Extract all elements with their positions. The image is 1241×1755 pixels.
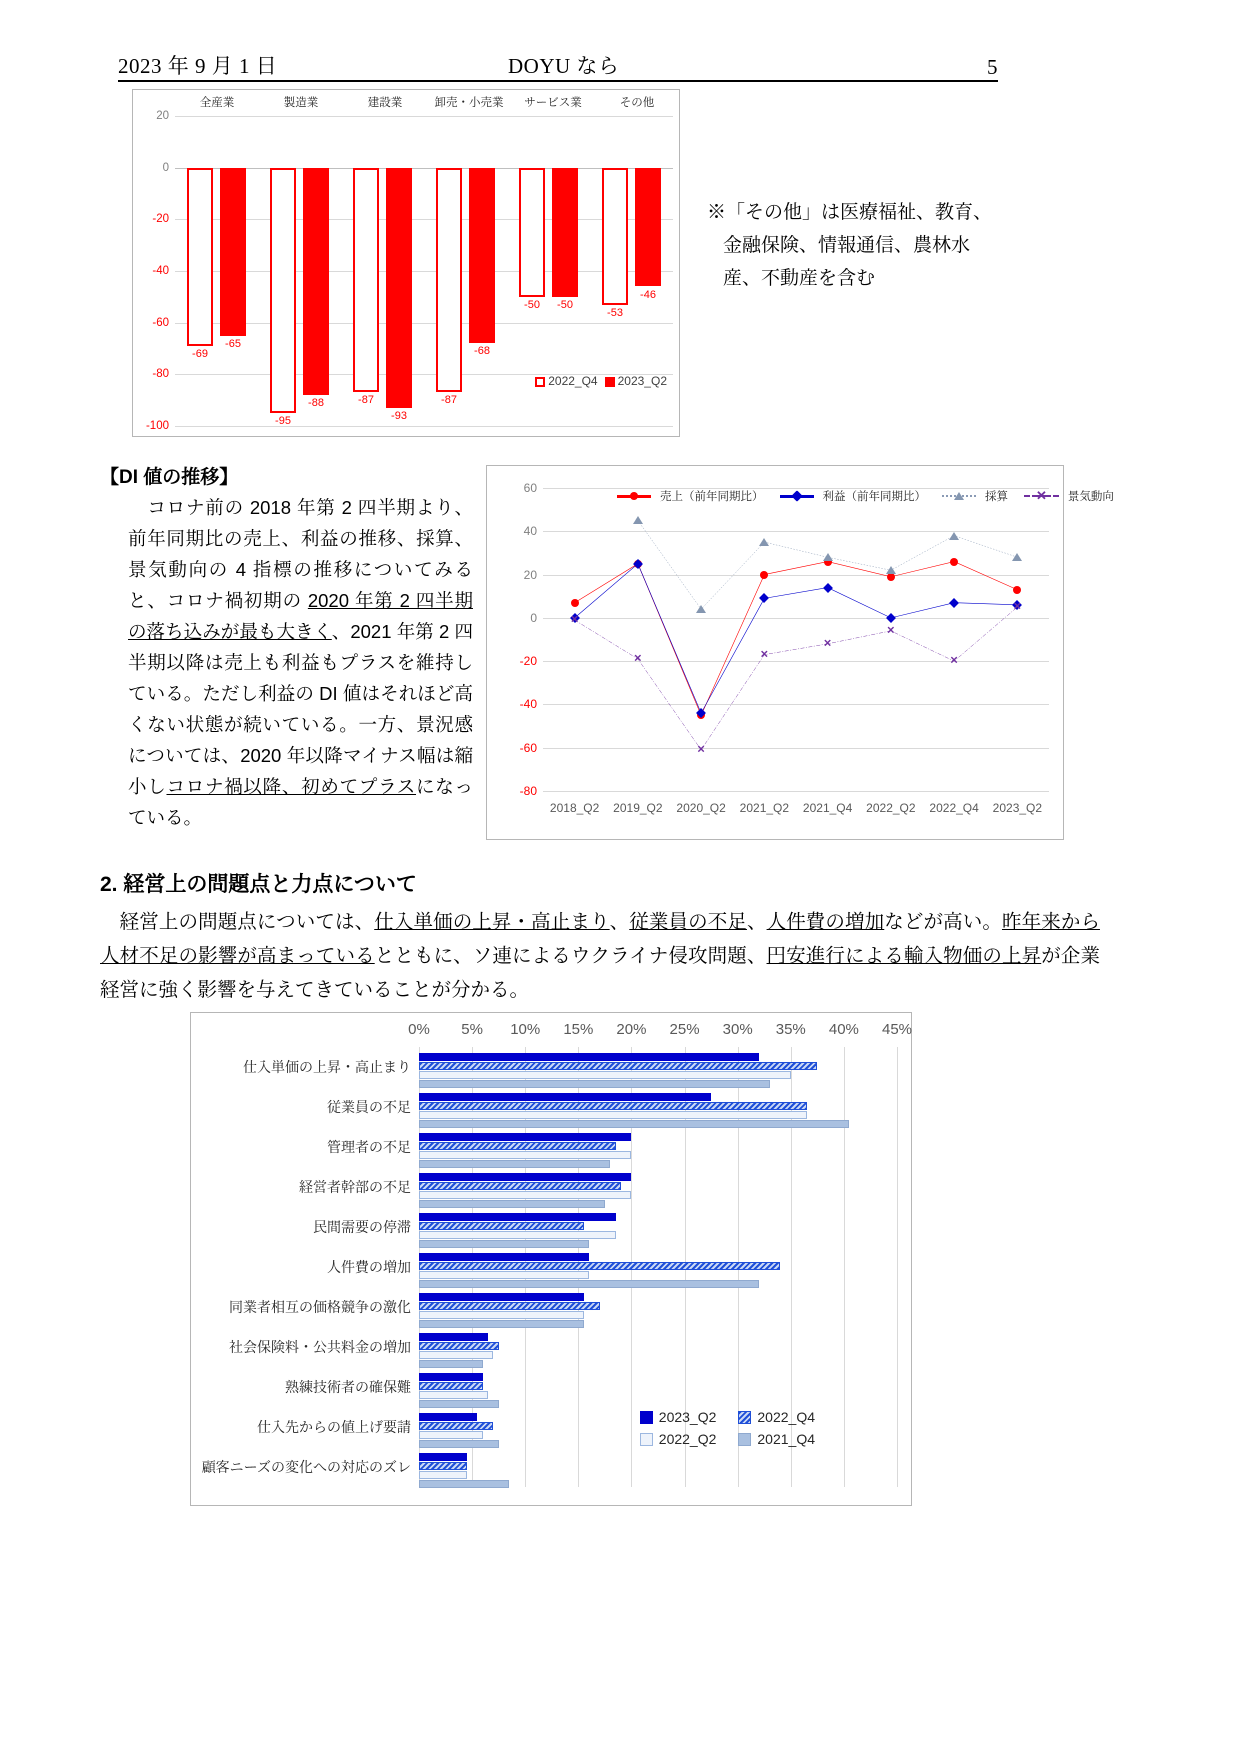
chart3-row-10 [201,1447,897,1487]
chart1-datalabel-2022_Q4-4: -50 [524,298,540,311]
chart2-legend-item-採算[interactable] [942,488,1008,504]
chart3-legend-label: 2022_Q2 [658,1431,717,1447]
chart1-datalabel-2023_Q2-4: -50 [557,298,573,311]
legend-swatch-icon [535,377,545,387]
chart3-category-label-8: 熟練技術者の確保難 [285,1379,411,1395]
chart1-datalabel-2022_Q4-5: -53 [607,306,623,319]
chart3-xtick-5: 5% [461,1021,483,1038]
chart1-bar-2022_Q4-0 [187,116,213,426]
chart3-bar-2022_Q4-0 [419,1062,817,1070]
chart2-ytick-0: 0 [530,610,537,625]
chart2-plot-area [543,488,1049,791]
chart3-bar-2022_Q2-3 [419,1191,631,1199]
chart1-legend-item-2023_Q2[interactable] [605,374,667,388]
chart1-bar-2022_Q4-2 [353,116,379,426]
chart3-bar-2023_Q2-2 [419,1133,631,1141]
chart3-legend-item-2022_Q4[interactable] [738,1409,815,1425]
chart3-category-label-5: 人件費の増加 [327,1259,411,1275]
chart2-ytick-60: 60 [523,481,537,495]
chart2-xtick-0: 2018_Q2 [549,801,600,815]
chart1-category-0: 全産業 [199,97,235,109]
chart3-row-0 [243,1047,897,1087]
chart1-ytick--100: -100 [145,420,169,432]
chart3-category-label-1: 従業員の不足 [327,1099,411,1115]
chart1-ytick--60: -60 [152,316,169,329]
chart2-x-axis-labels [543,801,1049,821]
chart3-bar-2022_Q2-10 [419,1471,467,1479]
chart1-datalabel-2022_Q4-0: -69 [192,347,208,360]
section2-heading: 2. 経営上の問題点と力点について [100,873,417,896]
chart2-legend-label: 売上（前年同期比） [660,491,764,503]
chart3-bar-2023_Q2-5 [419,1253,589,1261]
chart1-bar-2022_Q4-1 [270,116,296,426]
chart3-legend-label: 2023_Q2 [658,1409,717,1425]
chart2-marker-採算-5 [886,566,896,574]
chart2-series-layer [543,488,1049,791]
chart3-xtick-30: 30% [722,1021,753,1038]
chart1-bar-2023_Q2-1 [303,116,329,426]
page-header [118,44,998,82]
chart3-bar-2022_Q4-1 [419,1102,807,1110]
chart1-group-0 [175,116,258,426]
chart3-row-2 [327,1127,897,1167]
chart3-legend-item-2022_Q2[interactable] [640,1431,717,1447]
chart2-legend-label: 利益（前年同期比） [822,491,926,503]
chart1-legend [535,374,667,388]
chart2-y-axis [487,481,541,798]
di-trend-line-chart [486,465,1114,840]
chart1-datalabel-2022_Q4-3: -87 [441,394,457,407]
chart1-bar-2022_Q4-3 [436,116,462,426]
chart3-bar-2022_Q4-10 [419,1462,467,1470]
di-section-heading: 【DI 値の推移】 [100,467,239,488]
chart3-bar-2022_Q4-2 [419,1142,616,1150]
chart3-bar-2023_Q2-4 [419,1213,616,1221]
note-line-2: 金融保険、情報通信、農林水 [723,235,971,256]
chart3-bar-2022_Q4-6 [419,1302,600,1310]
chart3-xtick-15: 15% [563,1021,594,1038]
other-category-note [707,196,1007,295]
chart1-category-5: その他 [619,97,655,109]
chart1-group-3 [424,116,507,426]
chart2-marker-採算-3 [759,538,769,546]
chart2-xtick-2: 2020_Q2 [676,801,726,815]
chart2-gridline--80 [543,791,1049,792]
chart2-marker-景気動向-2: ✕ [696,744,706,756]
chart3-bar-2023_Q2-7 [419,1333,488,1341]
chart3-legend-label: 2021_Q4 [757,1431,815,1447]
chart2-marker-景気動向-3: ✕ [760,649,769,661]
chart2-marker-採算-6 [949,532,959,540]
industry-di-bar-chart [132,89,680,437]
chart2-legend [617,488,1114,504]
chart3-category-label-3: 経営者幹部の不足 [299,1179,411,1195]
chart3-bar-2022_Q2-6 [419,1311,584,1319]
chart3-bar-2022_Q2-2 [419,1151,631,1159]
chart1-gridline--100 [175,426,673,427]
di-section-paragraph: コロナ前の 2018 年第 2 四半期より、前年同期比の売上、利益の推移、採算、景気動向の 4 指標の推移についてみると、コロナ禍初期の 2020 年第 2 四半期の落ち込みが最も大きく、2021 年第 2 四半期以降は売上も利益もプラスを維持している。ただし利益の DI 値はそれほど高くない状態が続いている。一方、景況感については、2020 年以降マイナス幅は縮小しコロナ禍以降、初めてプラスになっている。 [128,497,473,828]
chart2-marker-売上（前年同期比）-7 [1013,586,1021,594]
chart3-row-4 [313,1207,897,1247]
chart3-category-label-10: 顧客ニーズの変化への対応のズレ [201,1459,411,1475]
chart1-legend-label: 2023_Q2 [617,374,667,388]
chart3-gridline-45 [897,1047,898,1487]
header-title: DOYU なら [508,54,620,78]
chart3-xtick-0: 0% [408,1021,430,1038]
chart3-category-label-0: 仕入単価の上昇・高止まり [243,1059,411,1075]
chart2-marker-景気動向-7: ✕ [1013,601,1022,613]
chart2-marker-景気動向-5: ✕ [886,625,896,637]
chart3-category-label-7: 社会保険料・公共料金の増加 [229,1339,411,1355]
chart2-marker-景気動向-1: ✕ [633,653,643,665]
chart3-bar-2023_Q2-1 [419,1093,711,1101]
chart3-bar-2022_Q4-4 [419,1222,584,1230]
chart3-bar-2022_Q2-9 [419,1431,483,1439]
chart1-ytick--40: -40 [152,265,169,277]
chart3-bar-2023_Q2-9 [419,1413,477,1421]
chart2-xtick-6: 2022_Q4 [929,801,979,815]
chart2-xtick-7: 2023_Q2 [992,801,1043,815]
chart3-bar-2022_Q2-0 [419,1071,791,1079]
chart3-xtick-45: 45% [881,1021,913,1038]
chart3-bar-2022_Q4-9 [419,1422,493,1430]
legend-diamond-icon [791,490,802,501]
chart2-ytick--80: -80 [519,784,537,798]
chart3-category-label-4: 民間需要の停滞 [313,1219,411,1235]
chart2-ytick-40: 40 [523,524,537,539]
chart3-legend-item-2021_Q4[interactable] [738,1431,815,1447]
legend-swatch-icon [640,1433,653,1446]
chart1-datalabel-2022_Q4-1: -95 [275,415,291,428]
chart3-bar-2023_Q2-3 [419,1173,631,1181]
chart2-xtick-1: 2019_Q2 [613,801,663,815]
chart3-bar-2022_Q2-1 [419,1111,807,1119]
chart2-xtick-5: 2022_Q2 [866,801,916,815]
chart3-legend [640,1409,815,1447]
chart3-bar-2023_Q2-0 [419,1053,759,1061]
chart3-bar-2022_Q2-4 [419,1231,616,1239]
chart2-legend-label: 採算 [985,491,1008,503]
chart3-category-label-2: 管理者の不足 [327,1139,411,1155]
chart2-marker-景気動向-4: ✕ [823,638,832,650]
chart1-ytick--80: -80 [152,368,169,381]
chart2-ytick--60: -60 [519,740,537,755]
chart1-datalabel-2023_Q2-1: -88 [308,397,324,409]
chart1-datalabel-2022_Q4-2: -87 [358,394,374,407]
chart2-marker-売上（前年同期比）-0 [571,599,579,607]
chart2-marker-景気動向-6: ✕ [949,655,959,667]
legend-swatch-icon [605,377,615,387]
chart3-bar-2023_Q2-10 [419,1453,467,1461]
legend-swatch-icon [738,1433,751,1446]
chart2-xtick-4: 2021_Q4 [802,801,853,815]
chart3-xtick-10: 10% [510,1021,541,1038]
chart3-row-6 [229,1287,897,1327]
chart3-bar-2023_Q2-6 [419,1293,584,1301]
chart1-ytick--20: -20 [152,213,169,226]
chart2-ytick--40: -40 [519,697,537,712]
chart2-line-利益（前年同期比） [575,564,1018,713]
chart3-category-label-6: 同業者相互の価格競争の激化 [229,1299,411,1315]
chart3-legend-label: 2022_Q4 [757,1409,815,1425]
chart2-marker-売上（前年同期比）-6 [950,558,958,566]
chart3-bar-2022_Q4-3 [419,1182,621,1190]
chart3-bar-2021_Q4-10 [419,1480,509,1488]
chart3-row-7 [229,1327,897,1367]
chart2-ytick--20: -20 [519,654,537,669]
chart3-row-8 [285,1367,897,1407]
chart3-xtick-40: 40% [828,1021,859,1038]
page-number: 5 [987,55,998,79]
chart2-legend-item-売上（前年同期比）[interactable] [617,488,764,504]
chart3-xtick-20: 20% [616,1021,647,1038]
chart2-marker-採算-2 [696,605,706,613]
chart3-xtick-35: 35% [775,1021,806,1038]
chart1-group-1 [258,116,341,426]
chart3-row-5 [327,1247,897,1287]
chart1-y-axis [133,110,175,432]
chart2-legend-item-景気動向[interactable] [1024,488,1114,504]
chart1-datalabel-2023_Q2-0: -65 [225,337,241,350]
chart3-row-1 [327,1087,897,1127]
chart3-row-3 [299,1167,897,1207]
chart1-legend-label: 2022_Q4 [548,374,598,388]
chart2-marker-売上（前年同期比）-3 [760,571,768,579]
chart3-bar-2022_Q2-7 [419,1351,493,1359]
chart3-bar-2022_Q4-5 [419,1262,780,1270]
chart2-ytick-20: 20 [523,567,537,582]
chart2-marker-採算-7 [1012,553,1022,561]
chart3-bar-2022_Q2-5 [419,1271,589,1279]
chart3-category-label-9: 仕入先からの値上げ要請 [257,1419,411,1435]
chart2-line-売上（前年同期比） [575,562,1018,716]
legend-triangle-icon [954,492,964,500]
chart3-xtick-25: 25% [669,1021,700,1038]
chart1-datalabel-2023_Q2-3: -68 [474,345,490,358]
legend-swatch-icon [738,1411,751,1424]
legend-x-icon: ✕ [1036,488,1047,503]
chart2-legend-item-利益（前年同期比）[interactable] [780,488,927,504]
chart1-bar-2023_Q2-3 [469,116,495,426]
chart2-legend-label: 景気動向 [1067,491,1114,503]
chart1-category-1: 製造業 [283,97,319,109]
legend-swatch-icon [640,1411,653,1424]
chart3-bar-2022_Q2-8 [419,1391,488,1399]
management-problems-bar-chart [190,1012,912,1506]
chart3-legend-item-2023_Q2[interactable] [640,1409,717,1425]
chart1-datalabel-2023_Q2-5: -46 [640,288,656,301]
chart1-category-labels [133,94,679,114]
chart1-bar-2023_Q2-0 [220,116,246,426]
chart1-ytick-0: 0 [162,161,169,174]
chart3-bar-2022_Q4-8 [419,1382,483,1390]
chart1-group-2 [341,116,424,426]
chart3-x-axis-labels [408,1021,913,1043]
chart3-bar-2023_Q2-8 [419,1373,483,1381]
chart1-datalabel-2023_Q2-2: -93 [391,409,407,422]
chart2-xtick-3: 2021_Q2 [739,801,790,815]
chart1-bar-2023_Q2-2 [386,116,412,426]
chart2-marker-採算-4 [823,553,833,561]
header-date: 2023 年 9 月 1 日 [118,54,278,78]
chart2-line-景気動向 [575,607,1018,750]
chart1-legend-item-2022_Q4[interactable] [535,374,597,388]
chart1-category-2: 建設業 [367,97,403,109]
chart1-category-3: 卸売・小売業 [434,97,504,109]
chart1-ytick-20: 20 [156,110,169,122]
chart3-bar-2022_Q4-7 [419,1342,499,1350]
section2-paragraph: 経営上の問題点については、仕入単価の上昇・高止まり、従業員の不足、人件費の増加などが高い。昨年来から人材不足の影響が高まっているとともに、ソ連によるウクライナ侵攻問題、円安進行による輸入物価の上昇が企業経営に強く影響を与えてきていることが分かる。 [100,911,1100,1001]
note-line-1: ※「その他」は医療福祉、教育、 [707,202,993,223]
legend-circle-icon [630,492,638,500]
chart1-category-4: サービス業 [524,97,582,109]
note-line-3: 産、不動産を含む [723,268,876,289]
chart2-marker-景気動向-0: ✕ [570,614,579,626]
chart2-marker-採算-1 [633,516,643,524]
